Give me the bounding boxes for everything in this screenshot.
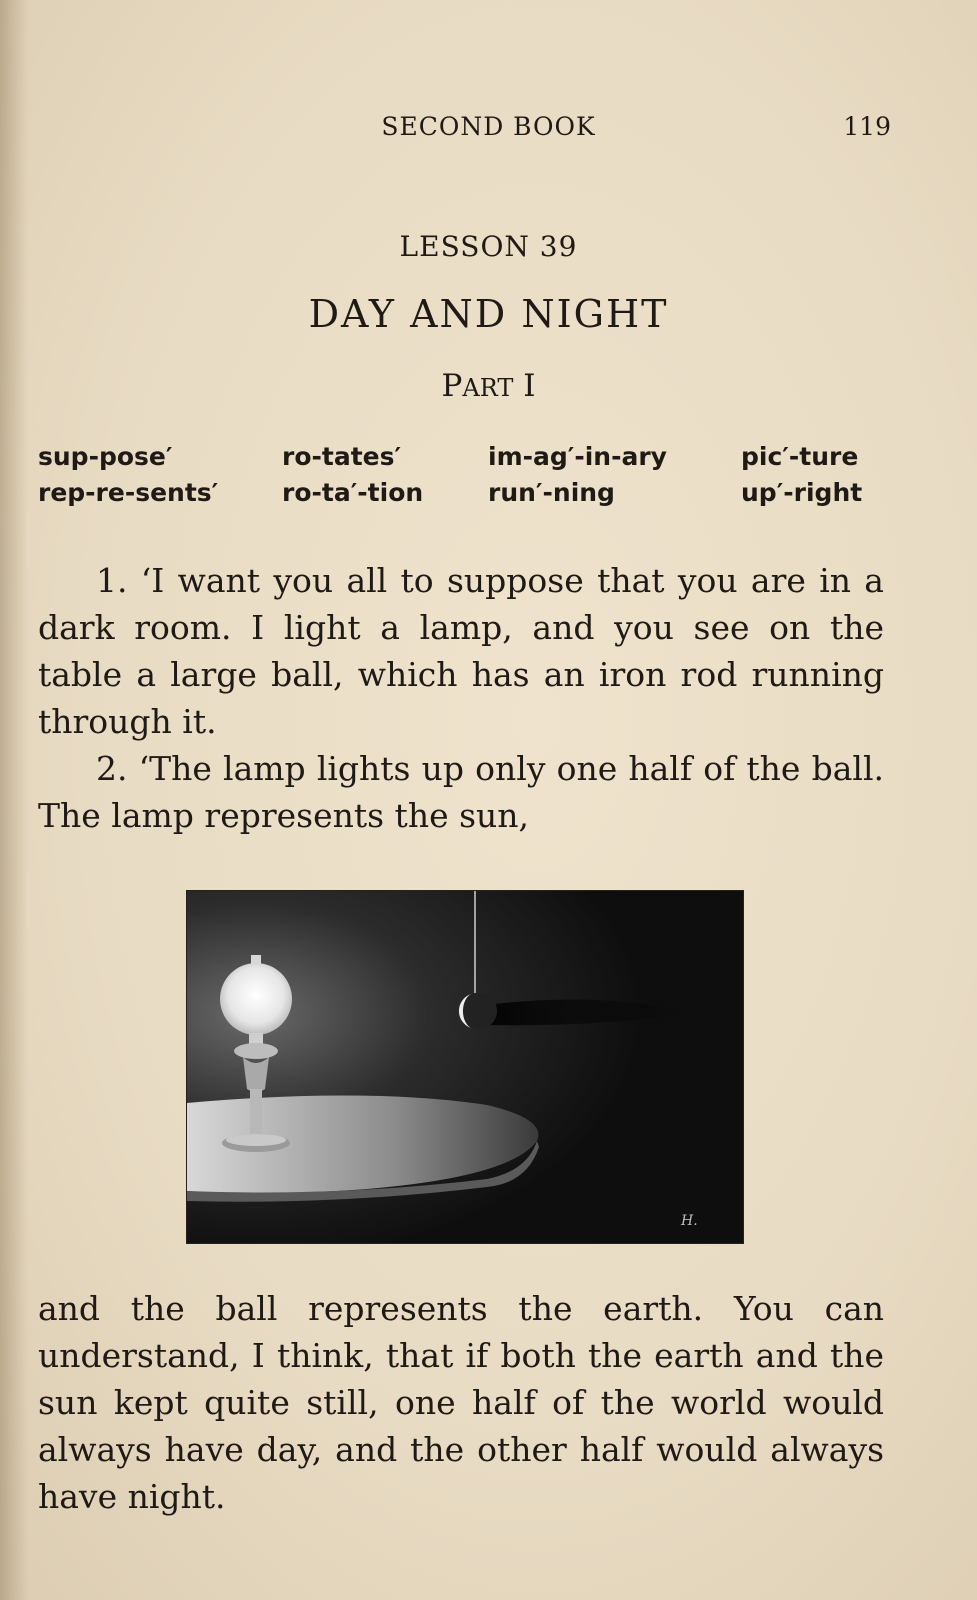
vocab-word: sup-pose′	[38, 442, 173, 471]
paragraph-text: 2. ‘The lamp lights up only one half of the ball. The lamp represents the sun,	[38, 749, 884, 835]
paragraph-3	[38, 1285, 884, 1520]
part-small-caps: ART	[462, 374, 514, 402]
part-heading	[0, 368, 977, 404]
paragraph-text: 1. ‘I want you all to suppose that you are in a dark room. I light a lamp, and you see on the table a large ball, which has an iron rod running through it.	[38, 561, 884, 741]
vocab-word: rep-re-sents′	[38, 478, 219, 507]
illustration-svg	[187, 891, 743, 1243]
lesson-number: LESSON 39	[399, 230, 578, 263]
paragraph-text: and the ball represents the earth. You can understand, I think, that if both the earth and the sun kept quite still, one half of the world would always have day, and the other half would always have night.	[38, 1289, 884, 1516]
page-title: DAY AND NIGHT	[308, 292, 669, 336]
vocab-word: run′-ning	[488, 478, 615, 507]
lamp-and-ball-illustration	[186, 890, 744, 1244]
running-header	[0, 112, 977, 146]
vocab-word: ro-tates′	[282, 442, 402, 471]
page-number: 119	[843, 112, 891, 141]
vocab-word: ro-ta′-tion	[282, 478, 424, 507]
vocab-word: up′-right	[741, 478, 863, 507]
part-numeral: I	[523, 368, 536, 404]
vocabulary-list	[38, 442, 888, 522]
vocab-word: pic′-ture	[741, 442, 859, 471]
paragraph-1	[38, 557, 884, 745]
vocab-word: im-ag′-in-ary	[488, 442, 667, 471]
running-title: SECOND BOOK	[381, 112, 596, 141]
part-first-letter: P	[441, 368, 463, 404]
illustrator-signature: H.	[681, 1213, 698, 1229]
paragraph-2	[38, 745, 884, 839]
